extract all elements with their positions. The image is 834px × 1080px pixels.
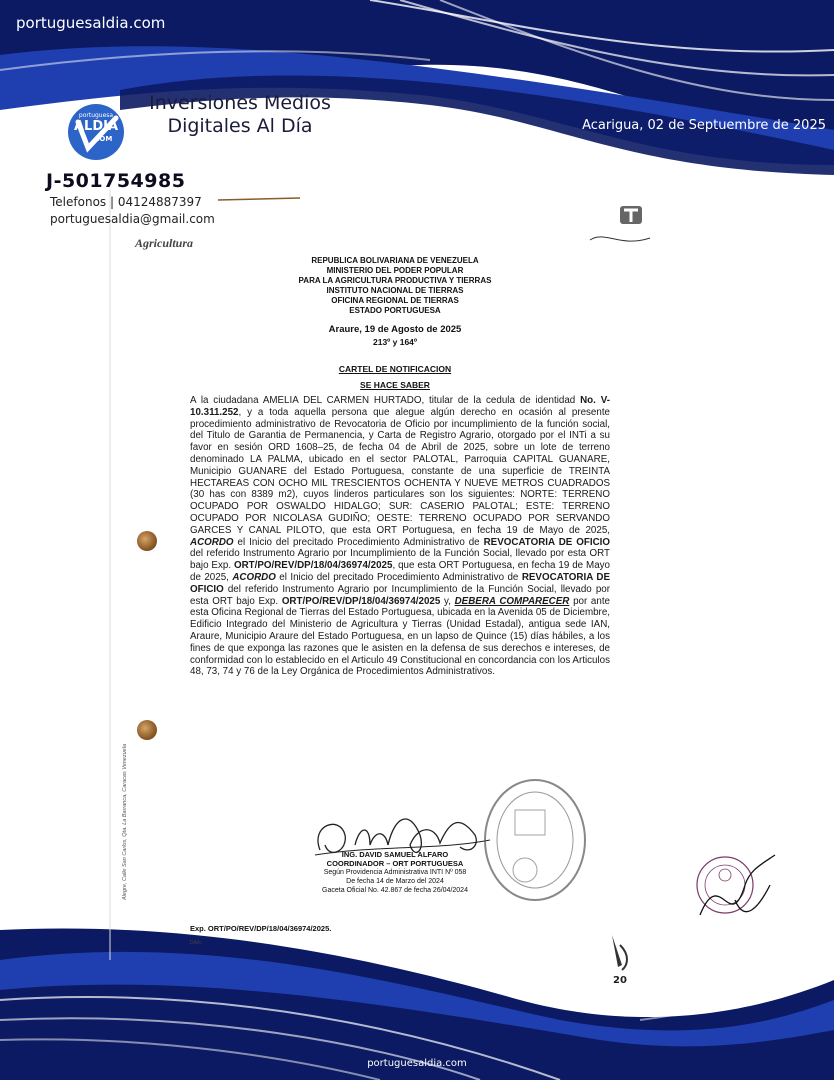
- heading-line: MINISTERIO DEL PODER POPULAR: [326, 266, 464, 275]
- revocatoria-emphasis: REVOCATORIA DE OFICIO: [483, 536, 611, 548]
- footer-initials: DA/ir.: [190, 940, 203, 946]
- logo-text-top: portuguesa: [78, 112, 114, 119]
- acordo-emphasis: ACORDO: [232, 571, 276, 583]
- inti-logo: [580, 200, 660, 250]
- logo-text-sub: .COM: [91, 135, 113, 143]
- site-url-top[interactable]: portuguesaldia.com: [16, 14, 166, 32]
- expediente-number: ORT/PO/REV/DP/18/04/36974/2025: [233, 560, 393, 572]
- body-text: el Inicio del precitado Procedimiento Administrativo de: [275, 571, 522, 583]
- site-url-bottom[interactable]: portuguesaldia.com: [367, 1058, 467, 1069]
- body-text: A la ciudadana AMELIA DEL CARMEN HURTADO, titular de la cedula de identidad: [190, 395, 581, 406]
- svg-text:20: 20: [613, 975, 627, 986]
- signature-line3: Gaceta Oficial No. 42.867 de fecha 26/04/2024: [322, 887, 468, 894]
- body-text: del referido Instrumento Agrario por Incumplimiento de la Función Social, llevado por esta ORT bajo Exp.: [190, 583, 610, 607]
- official-stamp: [480, 775, 590, 905]
- heading-line: OFICINA REGIONAL DE TIERRAS: [331, 296, 459, 305]
- company-name: [140, 92, 340, 138]
- signature-block: [300, 850, 490, 895]
- body-text: por ante esta Oficina Regional de Tierras del Estado Portuguesa, ubicada en la Avenida 05 de Diciembre, Edificio Integrado del Ministerio de Agricultura y Tierras (Unidad Estadal), antigua sede IAN, Araure, Municipio Araure del Estado Portuguesa, en un lapso de Quince (15) días hábiles, a los fines de que exponga las razones que le asisten en la defensa de sus derechos e intereses, de conformidad con lo establecido en el Articulo 49 Constitucional en concordancia con los Articulos 48, 73, 74 y 76 de la Ley Orgánica de Procedimientos Administrativos.: [190, 595, 611, 678]
- years: 213º y 164º: [372, 337, 418, 347]
- revocatoria-emphasis: REVOCATORIA DE OFICIO: [190, 571, 610, 595]
- body-text: del referido Instrumento Agrario por Incumplimiento de la Función Social, llevado por esta ORT bajo Exp.: [190, 548, 610, 572]
- phone-number: Telefonos | 04124887397: [50, 195, 202, 209]
- signatory-name: ING. DAVID SAMUEL ALFARO: [341, 850, 449, 859]
- se-hace-saber: SE HACE SABER: [360, 380, 430, 390]
- logo-text-main: ALDIA: [73, 119, 119, 134]
- heading-line: REPUBLICA BOLIVARIANA DE VENEZUELA: [311, 256, 479, 265]
- signatory-title: COORDINADOR – ORT PORTUGUESA: [326, 859, 464, 868]
- portuguesa-aldia-seal: [690, 845, 780, 935]
- company-name-line2: Digitales Al Día: [167, 115, 313, 137]
- side-address-text: Alegre, Calle San Carlos, Qta. La Barranca, Caracas Venezuela: [122, 743, 128, 900]
- body-text: , y a toda aquella persona que alegue algún derecho en ocasión al presente procedimiento administrativo de Revocatoria de Oficio por incumplimiento de la función social, del Titulo de Garantia de Permanencia, y Carta de Registro Agrario, otorgado por el INTi a su favor en sesión ORD 1608–25, de fecha 04 de Abril de 2025, sobre un lote de terreno denominado LA PALMA, ubicado en el sector PALOTAL, Parroquia CAPITAL GUANARE, Municipio GUANARE del Estado Portuguesa, constante de una superficie de TREINTA HECTAREAS CON OCHO MIL TRESCIENTOS OCHENTA Y NUEVE METROS CUADRADOS (30 has con 8389 m2), cuyos linderos particulares son los siguientes: NORTE: TERRENO OCUPADO POR OSWALDO HIDALGO; SUR: CASERIO PALOTAL; ESTE: TERRENO OCUPADO POR NICOLASA GUDIÑO; OESTE: TERRENO OCUPADO POR SERVANDO GARCES Y CANAL PILOTO, que esta ORT Portuguesa, en fecha 19 de Mayo de 2025,: [190, 406, 610, 536]
- body-text: y,: [440, 595, 455, 607]
- email-address[interactable]: portuguesaldia@gmail.com: [50, 212, 215, 226]
- footer-expediente: Exp. ORT/PO/REV/DP/18/04/36974/2025.: [190, 924, 332, 933]
- notification-body: [190, 395, 610, 678]
- bicentennial-emblem: [600, 925, 640, 1005]
- agricultura-logo: Agricultura: [135, 236, 194, 250]
- punch-hole: [137, 720, 157, 740]
- expediente-number: ORT/PO/REV/DP/18/04/36974/2025: [281, 595, 441, 607]
- place-date: Araure, 19 de Agosto de 2025: [328, 324, 462, 335]
- signature-line1: Según Providencia Administrativa INTI Nº 058: [323, 869, 467, 876]
- cedula-number: No. V-10.311.252: [190, 395, 610, 418]
- rif-number: J-501754985: [46, 170, 186, 192]
- heading-line: PARA LA AGRICULTURA PRODUCTIVA Y TIERRAS: [298, 276, 492, 285]
- body-text: el Inicio del precitado Procedimiento Administrativo de: [233, 536, 484, 548]
- body-text: , que esta ORT Portuguesa, en fecha 19 de Mayo de 2025,: [190, 560, 610, 583]
- company-name-line1: Inversiones Medios: [149, 92, 331, 114]
- heading-line: ESTADO PORTUGUESA: [349, 306, 441, 315]
- acordo-emphasis: ACORDO: [190, 536, 234, 548]
- document-heading: [240, 256, 550, 316]
- portuguesa-aldia-logo: [64, 100, 128, 164]
- signature-line2: De fecha 14 de Marzo del 2024: [346, 878, 444, 885]
- cartel-title: CARTEL DE NOTIFICACION: [338, 364, 452, 374]
- dateline: Acarigua, 02 de Septuembre de 2025: [582, 118, 826, 133]
- punch-hole: [137, 531, 157, 551]
- debera-comparecer-emphasis: DEBERA COMPARECER: [454, 595, 570, 607]
- heading-line: INSTITUTO NACIONAL DE TIERRAS: [326, 286, 464, 295]
